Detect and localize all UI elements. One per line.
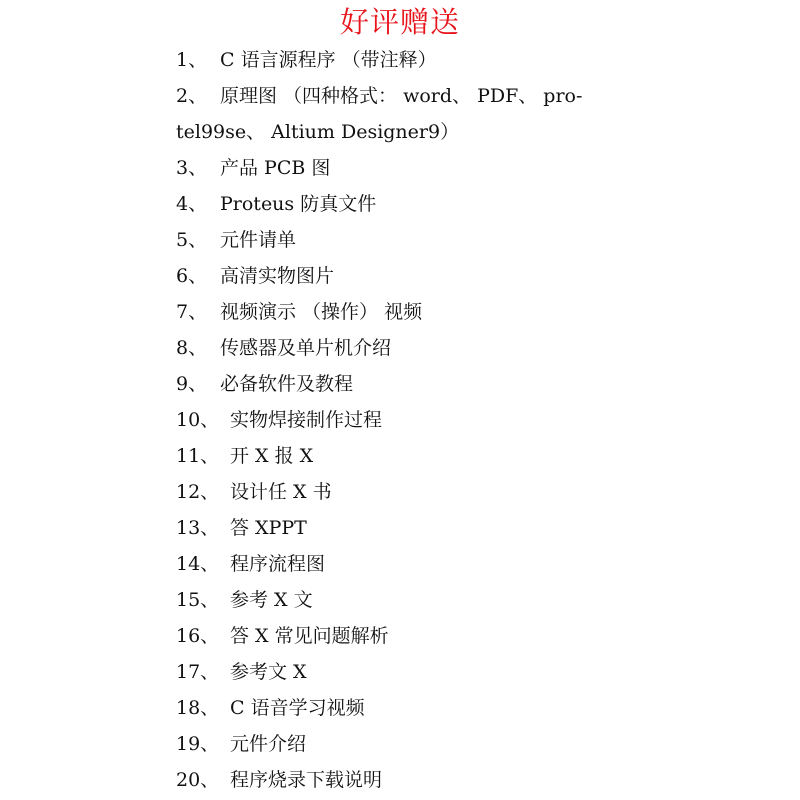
list-item-12 <box>0 474 800 510</box>
item-number: 11、 <box>176 445 220 467</box>
item-number: 2、 <box>176 85 208 107</box>
list-item-10 <box>0 402 800 438</box>
item-text: 参考文 X <box>230 661 307 683</box>
item-number: 8、 <box>176 337 208 359</box>
item-number: 16、 <box>176 625 220 647</box>
list-item-5 <box>0 222 800 258</box>
list-item-19 <box>0 726 800 762</box>
item-number: 3、 <box>176 157 208 179</box>
list-item-14 <box>0 546 800 582</box>
item-number: 10、 <box>176 409 220 431</box>
item-text: 传感器及单片机介绍 <box>220 337 392 359</box>
list-item-17 <box>0 654 800 690</box>
list-item-4 <box>0 186 800 222</box>
item-text: 高清实物图片 <box>220 265 335 287</box>
list-item-13 <box>0 510 800 546</box>
item-text: 设计任 X 书 <box>230 481 332 503</box>
item-number: 9、 <box>176 373 208 395</box>
list-item-18 <box>0 690 800 726</box>
item-number: 4、 <box>176 193 208 215</box>
list-item-16 <box>0 618 800 654</box>
list-item-1 <box>0 42 800 78</box>
item-number: 13、 <box>176 517 220 539</box>
item-text: 必备软件及教程 <box>220 373 354 395</box>
item-text: C 语音学习视频 <box>230 697 365 719</box>
gift-list <box>0 42 800 798</box>
item-text: 原理图 （四种格式： word、 PDF、 pro- <box>220 85 583 107</box>
list-item-8 <box>0 330 800 366</box>
list-item-7 <box>0 294 800 330</box>
list-item-2 <box>0 78 800 114</box>
list-item-15 <box>0 582 800 618</box>
item-number: 12、 <box>176 481 220 503</box>
item-number: 18、 <box>176 697 220 719</box>
item-text: 元件请单 <box>220 229 297 251</box>
item-number: 6、 <box>176 265 208 287</box>
item-text: 程序流程图 <box>230 553 326 575</box>
item-number: 5、 <box>176 229 208 251</box>
item-number: 14、 <box>176 553 220 575</box>
item-text: 答 X 常见问题解析 <box>230 625 389 647</box>
item-number: 15、 <box>176 589 220 611</box>
item-text: 参考 X 文 <box>230 589 313 611</box>
item-text: 开 X 报 X <box>230 445 314 467</box>
list-item-3 <box>0 150 800 186</box>
item-text: 程序烧录下载说明 <box>230 769 383 791</box>
item-number: 17、 <box>176 661 220 683</box>
item-number: 7、 <box>176 301 208 323</box>
list-item-6 <box>0 258 800 294</box>
item-text: C 语言源程序 （带注释） <box>220 49 437 71</box>
item-text: 实物焊接制作过程 <box>230 409 383 431</box>
item-text: 元件介绍 <box>230 733 307 755</box>
item-text: 视频演示 （操作） 视频 <box>220 301 423 323</box>
item-number: 1、 <box>176 49 208 71</box>
item-text-continuation: tel99se、 Altium Designer9） <box>176 121 460 143</box>
page-title: 好评赠送 <box>339 5 460 39</box>
item-number: 19、 <box>176 733 220 755</box>
item-text: 产品 PCB 图 <box>220 157 331 179</box>
item-number: 20、 <box>176 769 220 791</box>
list-item-2-continuation <box>0 114 800 150</box>
list-item-20 <box>0 762 800 798</box>
item-text: 答 XPPT <box>230 517 307 539</box>
list-item-9 <box>0 366 800 402</box>
item-text: Proteus 防真文件 <box>220 193 377 215</box>
list-item-11 <box>0 438 800 474</box>
